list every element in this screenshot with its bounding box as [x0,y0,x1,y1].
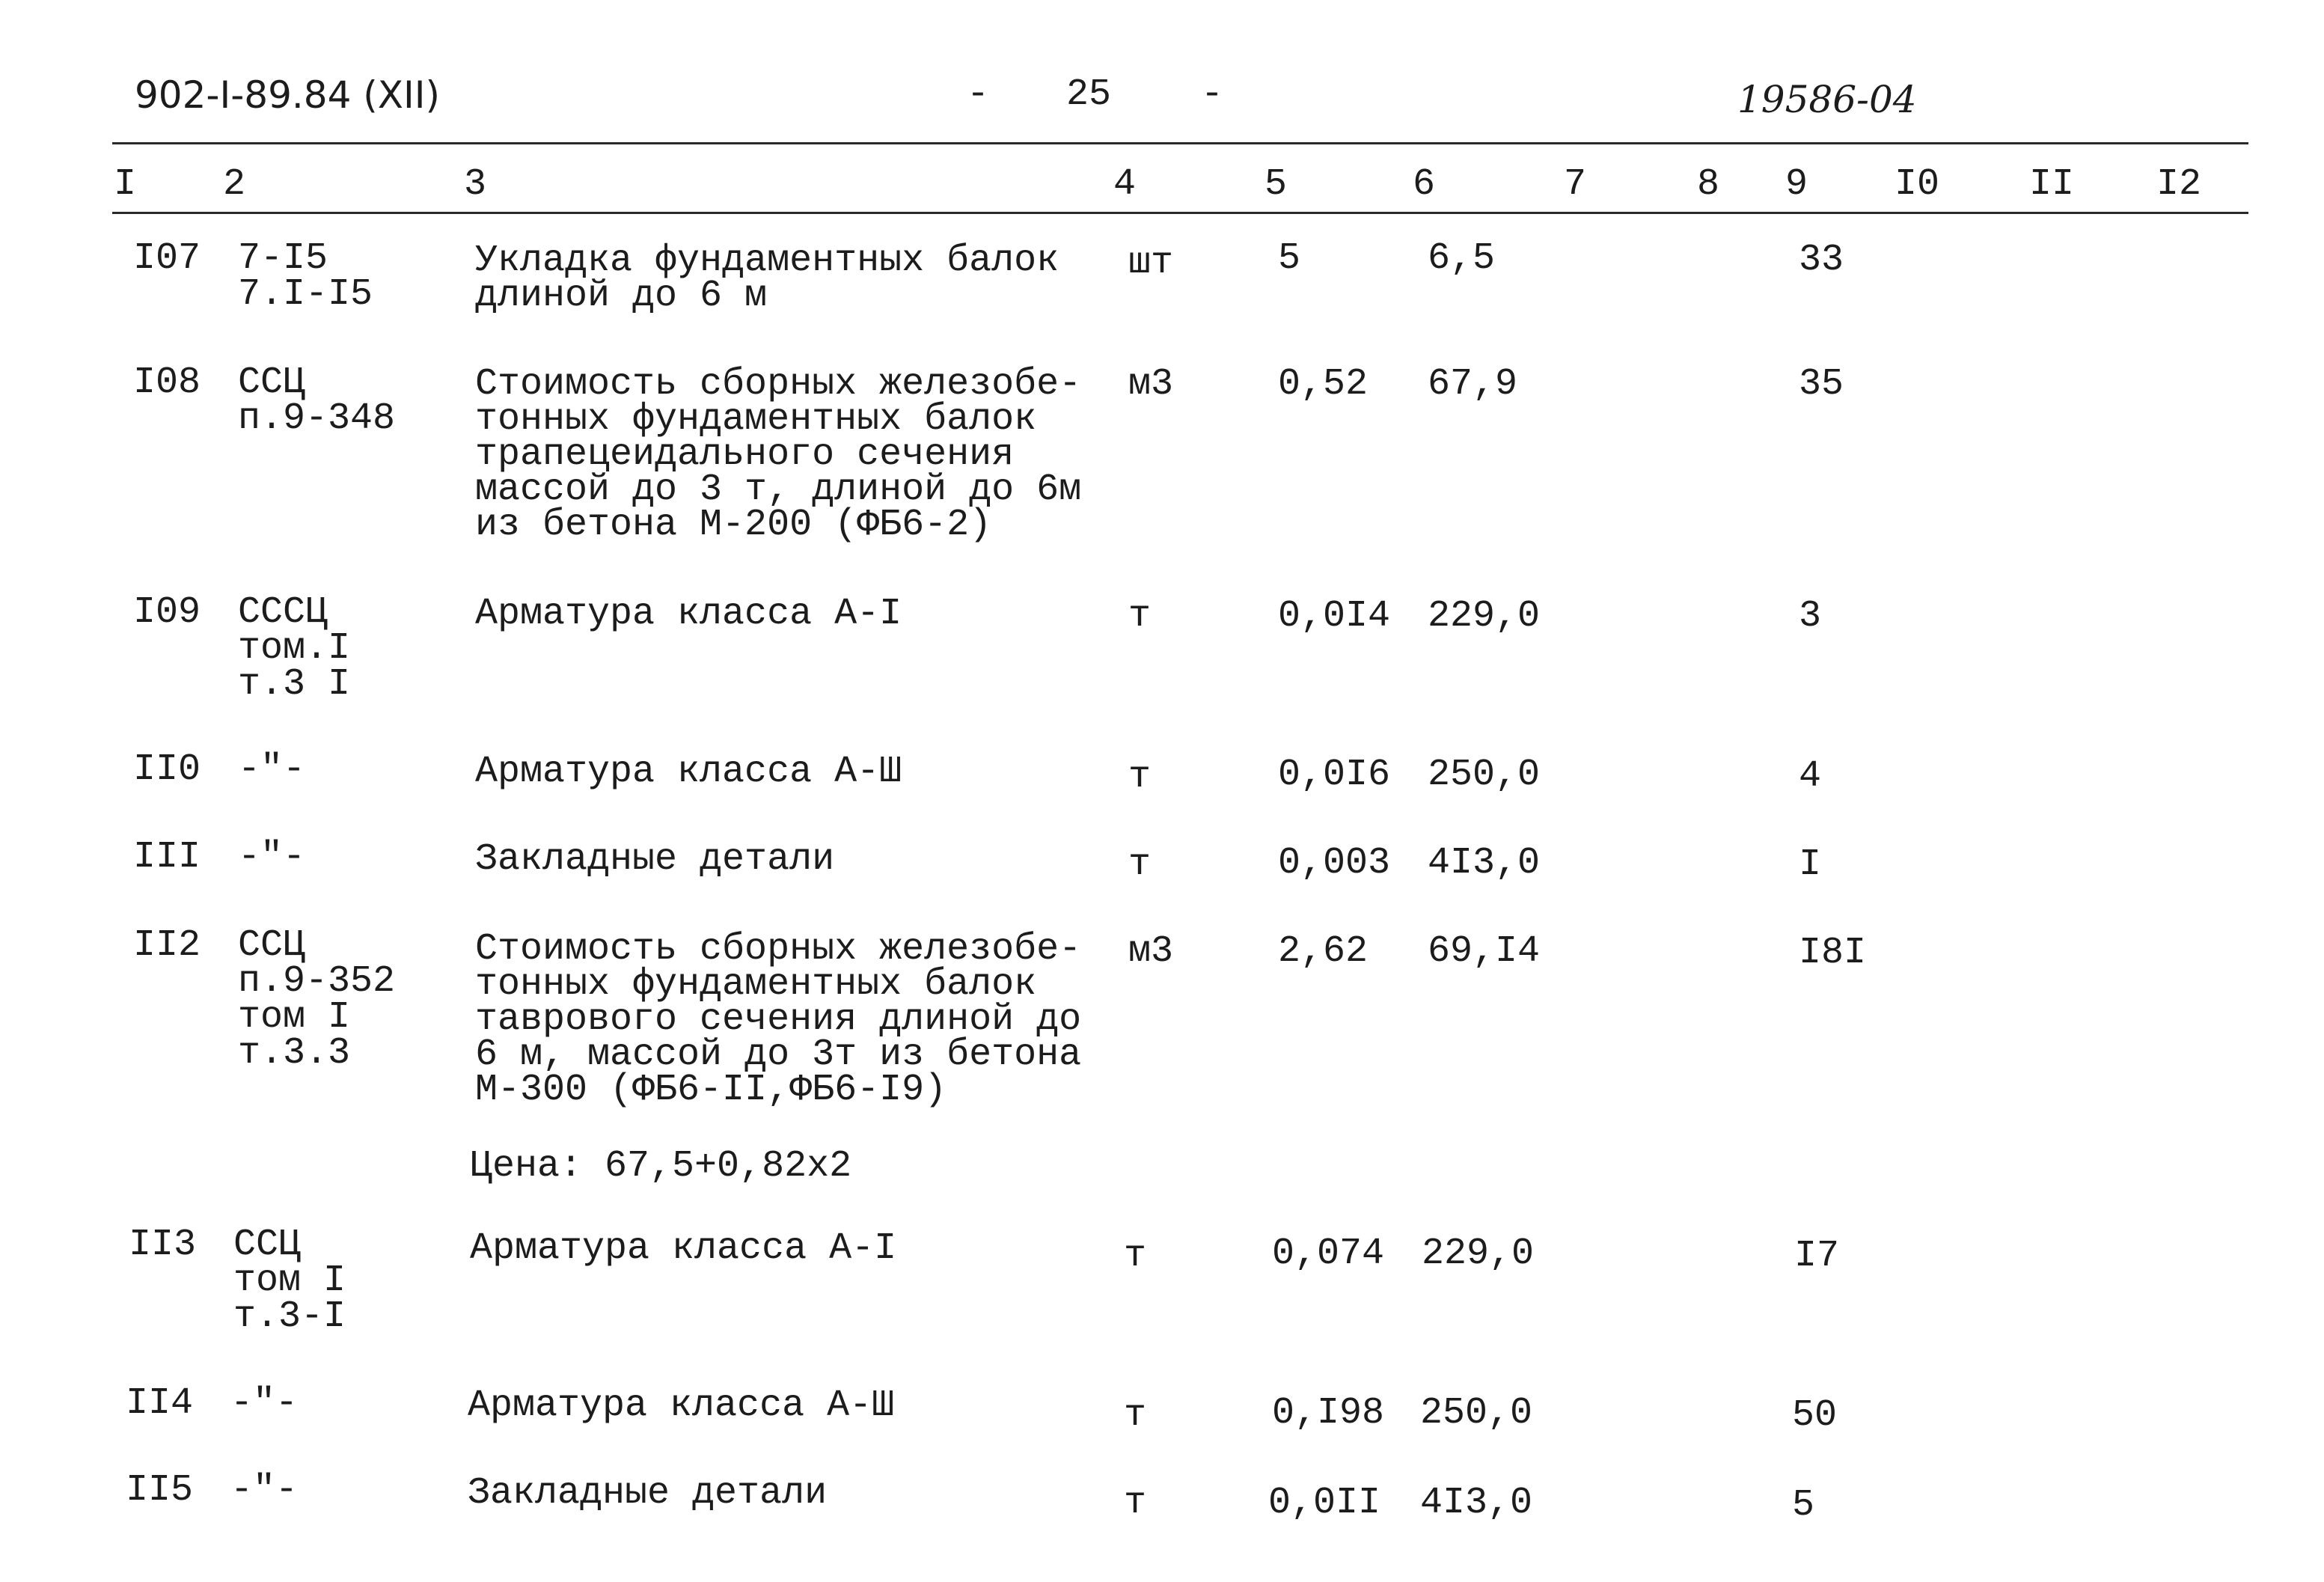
archive-number: 19586-04 [1737,78,1917,121]
row-number: II2 [133,924,201,967]
quantity: 0,0I6 [1278,754,1391,796]
unit: т [1128,756,1152,798]
work-description: Арматура класса А-Ш [468,1384,895,1427]
column-header-rule [112,212,2248,214]
header-rule [112,142,2248,144]
norm-code: ССЦ том I т.3-I [233,1224,346,1338]
norm-code: -"- [238,748,306,791]
quantity: 0,I98 [1272,1392,1385,1435]
work-description: Укладка фундаментных балок длиной до 6 м [475,239,1059,317]
work-description: Стоимость сборных железобе- тонных фундаментных балок трапецеидального сечения массой до 3 т, длиной до 6м из бетона М-200 (ФБ6-2) [475,363,1082,546]
unit-price: 4I3,0 [1428,842,1541,885]
unit-price: 6,5 [1428,237,1496,280]
unit: т [1124,1482,1147,1524]
quantity: 0,52 [1278,363,1369,406]
norm-code: ССЦ п.9-352 том I т.3.3 [238,924,396,1075]
price-note: Цена: 67,5+0,82х2 [470,1145,852,1188]
norm-code: 7-I5 7.I-I5 [238,237,373,316]
quantity: 0,0II [1268,1482,1381,1524]
unit: м3 [1128,930,1174,973]
row-number: I08 [133,361,201,404]
column-number-1: I [114,163,137,206]
quantity: 0,074 [1272,1233,1385,1275]
unit-price: 250,0 [1420,1392,1533,1435]
row-number: II0 [133,748,201,791]
unit-price: 229,0 [1428,595,1541,638]
row-number: II4 [126,1382,194,1425]
unit: т [1128,595,1152,638]
column-number-10: I0 [1895,163,1940,206]
column-number-11: II [2029,163,2075,206]
unit-price: 69,I4 [1428,930,1541,973]
quantity: 0,0I4 [1278,595,1391,638]
work-description: Арматура класса А-I [475,593,902,635]
quantity: 2,62 [1278,930,1369,973]
norm-code: -"- [230,1382,299,1425]
quantity: 5 [1278,237,1301,280]
column-number-8: 8 [1697,163,1720,206]
row-number: II5 [126,1469,194,1512]
work-description: Закладные детали [468,1472,828,1515]
unit: т [1128,843,1152,886]
column-number-4: 4 [1113,163,1137,206]
norm-code: СССЦ том.I т.3 I [238,591,351,706]
column-number-9: 9 [1785,163,1808,206]
unit-price: 250,0 [1428,754,1541,796]
total-cost: I [1799,843,1822,886]
work-description: Арматура класса А-Ш [475,751,902,793]
page-dash-right: - [1201,73,1224,116]
work-description: Стоимость сборных железобе- тонных фундаментных балок таврового сечения длиной до 6 м, массой до 3т из бетона М-300 (ФБ6-II,ФБ6-I9) [475,928,1082,1111]
norm-code: -"- [230,1469,299,1512]
total-cost: 3 [1799,595,1822,638]
unit: м3 [1128,363,1174,406]
column-number-3: 3 [464,163,487,206]
norm-code: -"- [238,836,306,879]
unit-price: 229,0 [1422,1233,1535,1275]
unit-price: 67,9 [1428,363,1518,406]
row-number: I07 [133,237,201,280]
page-dash-left: - [967,73,990,116]
column-number-6: 6 [1413,163,1436,206]
total-cost: 35 [1799,363,1844,406]
total-cost: I8I [1799,932,1867,974]
total-cost: 5 [1792,1484,1815,1527]
column-number-12: I2 [2156,163,2202,206]
row-number: III [133,836,201,879]
unit-price: 4I3,0 [1420,1482,1533,1524]
work-description: Арматура класса А-I [470,1227,897,1270]
total-cost: 33 [1799,239,1844,281]
column-number-7: 7 [1564,163,1587,206]
total-cost: 4 [1799,755,1822,798]
row-number: II3 [129,1224,197,1266]
total-cost: 50 [1792,1394,1838,1437]
quantity: 0,003 [1278,842,1391,885]
document-code: 902-I-89.84 (XII) [135,73,441,117]
unit: т [1124,1394,1147,1437]
page-number: 25 [1066,73,1112,116]
unit: т [1124,1235,1147,1277]
column-number-5: 5 [1265,163,1288,206]
work-description: Закладные детали [475,838,835,881]
unit: шт [1128,242,1174,284]
total-cost: I7 [1794,1235,1840,1277]
row-number: I09 [133,591,201,634]
column-number-2: 2 [223,163,246,206]
norm-code: ССЦ п.9-348 [238,361,396,440]
